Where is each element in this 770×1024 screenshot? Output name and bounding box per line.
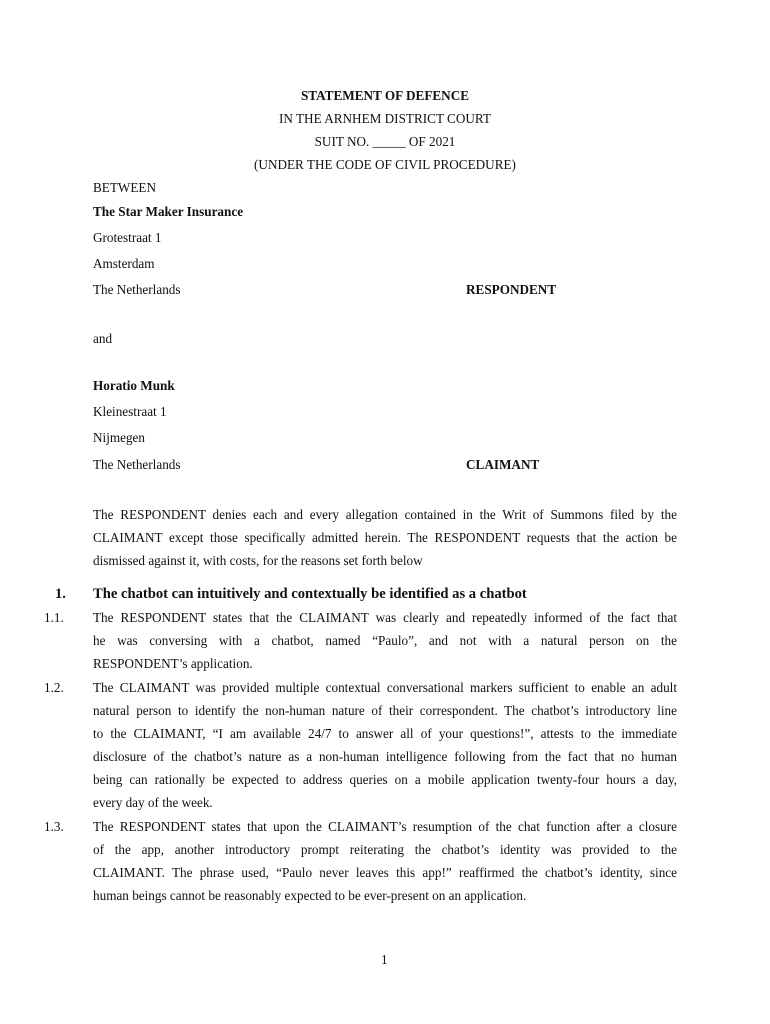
- paragraph-number: 1.1.: [44, 610, 64, 625]
- paragraph-number: 1.2.: [44, 680, 64, 695]
- suit-number: SUIT NO. _____ OF 2021: [314, 134, 456, 149]
- respondent-address-street: Grotestraat 1: [93, 230, 162, 245]
- intro-line: dismissed against it, with costs, for the reasons set forth below: [93, 553, 423, 568]
- between-label: BETWEEN: [93, 180, 156, 195]
- document-title: STATEMENT OF DEFENCE: [300, 88, 470, 103]
- paragraph-line: he was conversing with a chatbot, named “Paulo”, and not with a natural person on the: [93, 633, 677, 648]
- paragraph-line: CLAIMANT. The phrase used, “Paulo never leaves this app!” reaffirmed the chatbot’s identity, since: [93, 865, 677, 880]
- claimant-role: CLAIMANT: [466, 457, 540, 472]
- paragraph-line: of the app, another introductory prompt reiterating the chatbot’s identity was provided to the: [93, 842, 677, 857]
- paragraph-line: to the CLAIMANT, “I am available 24/7 to answer all of your questions!”, attests to the immediate: [93, 726, 677, 741]
- section-number: 1.: [55, 586, 66, 602]
- paragraph-line: natural person to identify the non-human nature of their correspondent. The chatbot’s introductory line: [93, 703, 677, 718]
- paragraph-line: disclosure of the chatbot’s nature as a non-human intelligence following from the fact that no human: [93, 749, 677, 764]
- paragraph-line: The CLAIMANT was provided multiple contextual conversational markers sufficient to enable an adult: [93, 680, 677, 695]
- intro-line: The RESPONDENT denies each and every allegation contained in the Writ of Summons filed by the: [93, 507, 677, 522]
- respondent-name: The Star Maker Insurance: [93, 204, 244, 219]
- paragraph-line: RESPONDENT’s application.: [93, 656, 253, 671]
- paragraph-number: 1.3.: [44, 819, 64, 834]
- respondent-address-city: Amsterdam: [93, 256, 155, 271]
- section-heading: The chatbot can intuitively and contextually be identified as a chatbot: [93, 586, 527, 602]
- court-name: IN THE ARNHEM DISTRICT COURT: [279, 111, 491, 126]
- page-number: 1: [381, 952, 388, 967]
- respondent-role: RESPONDENT: [466, 282, 557, 297]
- respondent-address-country: The Netherlands: [93, 282, 181, 297]
- paragraph-line: human beings cannot be reasonably expected to be ever-present on an application.: [93, 888, 527, 903]
- paragraph-line: every day of the week.: [93, 795, 213, 810]
- paragraph-line: The RESPONDENT states that upon the CLAIMANT’s resumption of the chat function after a closure: [93, 819, 677, 834]
- claimant-address-country: The Netherlands: [93, 457, 181, 472]
- intro-line: CLAIMANT except those specifically admitted herein. The RESPONDENT requests that the action be: [93, 530, 677, 545]
- claimant-name: Horatio Munk: [93, 378, 175, 393]
- claimant-address-street: Kleinestraat 1: [93, 404, 167, 419]
- procedure-code: (UNDER THE CODE OF CIVIL PROCEDURE): [254, 157, 516, 172]
- and-label: and: [93, 331, 113, 346]
- paragraph-line: The RESPONDENT states that the CLAIMANT was clearly and repeatedly informed of the fact that: [93, 610, 677, 625]
- claimant-address-city: Nijmegen: [93, 430, 146, 445]
- paragraph-line: being can rationally be expected to address queries on a mobile application twenty-four hours a day,: [93, 772, 677, 787]
